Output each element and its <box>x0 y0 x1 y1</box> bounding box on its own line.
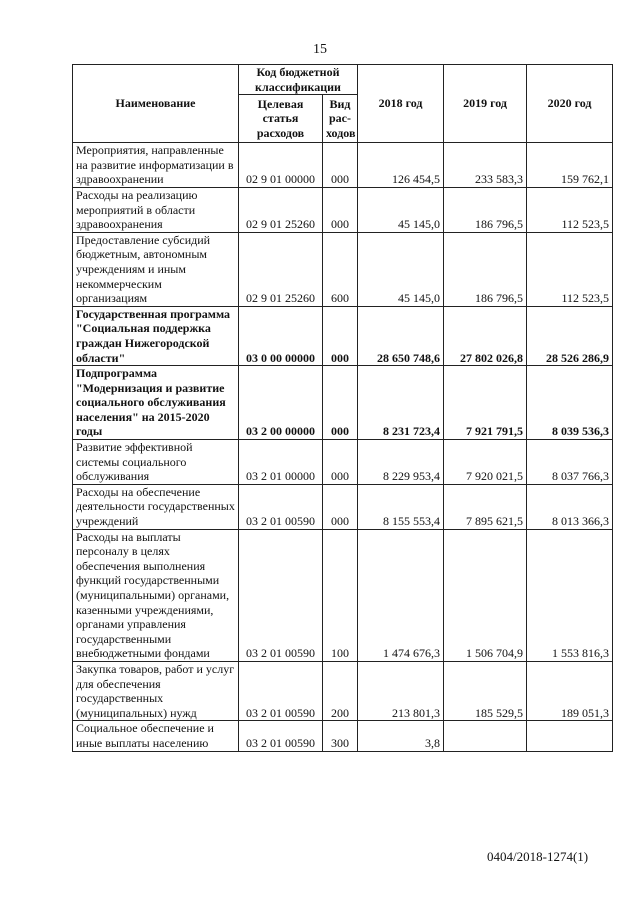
row-name: Развитие эффективной системы социального обслуживания <box>73 440 239 485</box>
row-target-code: 03 0 00 00000 <box>239 306 323 365</box>
row-kind-code: 000 <box>323 440 358 485</box>
row-target-code: 03 2 01 00590 <box>239 721 323 751</box>
row-value-2018: 213 801,3 <box>358 661 444 720</box>
header-kind: Вид рас-ходов <box>323 95 358 143</box>
table-row <box>73 440 613 485</box>
table-row <box>73 187 613 232</box>
row-target-code: 02 9 01 00000 <box>239 143 323 188</box>
row-value-2020: 159 762,1 <box>527 143 613 188</box>
row-value-2019: 7 895 621,5 <box>444 484 527 529</box>
row-value-2020: 189 051,3 <box>527 661 613 720</box>
row-target-code: 02 9 01 25260 <box>239 232 323 306</box>
row-kind-code: 000 <box>323 306 358 365</box>
header-code-group: Код бюджетной классификации <box>239 65 358 95</box>
header-2019: 2019 год <box>444 65 527 143</box>
header-target: Целевая статья расходов <box>239 95 323 143</box>
table-row <box>73 529 613 661</box>
row-value-2018: 3,8 <box>358 721 444 751</box>
row-kind-code: 200 <box>323 661 358 720</box>
row-name: Расходы на реализацию мероприятий в области здравоохранения <box>73 187 239 232</box>
row-value-2020: 112 523,5 <box>527 187 613 232</box>
row-kind-code: 100 <box>323 529 358 661</box>
table-row <box>73 143 613 188</box>
row-name: Мероприятия, направленные на развитие информатизации в здравоохранении <box>73 143 239 188</box>
row-target-code: 03 2 00 00000 <box>239 366 323 440</box>
row-target-code: 03 2 01 00590 <box>239 661 323 720</box>
row-target-code: 03 2 01 00590 <box>239 529 323 661</box>
row-name: Расходы на обеспечение деятельности государственных учреждений <box>73 484 239 529</box>
row-value-2018: 8 229 953,4 <box>358 440 444 485</box>
row-value-2019: 1 506 704,9 <box>444 529 527 661</box>
row-value-2019: 233 583,3 <box>444 143 527 188</box>
row-value-2020: 8 013 366,3 <box>527 484 613 529</box>
table-row <box>73 366 613 440</box>
table-row <box>73 721 613 751</box>
table-row <box>73 661 613 720</box>
row-value-2020: 8 039 536,3 <box>527 366 613 440</box>
row-value-2020: 28 526 286,9 <box>527 306 613 365</box>
row-value-2019: 7 920 021,5 <box>444 440 527 485</box>
row-name: Социальное обеспечение и иные выплаты населению <box>73 721 239 751</box>
row-value-2020: 8 037 766,3 <box>527 440 613 485</box>
row-name: Подпрограмма "Модернизация и развитие социального обслуживания населения" на 2015-2020 годы <box>73 366 239 440</box>
row-kind-code: 600 <box>323 232 358 306</box>
row-name: Государственная программа "Социальная поддержка граждан Нижегородской области" <box>73 306 239 365</box>
row-value-2018: 45 145,0 <box>358 232 444 306</box>
row-value-2018: 1 474 676,3 <box>358 529 444 661</box>
row-kind-code: 000 <box>323 366 358 440</box>
row-value-2020: 112 523,5 <box>527 232 613 306</box>
budget-table <box>72 64 613 752</box>
table-row <box>73 306 613 365</box>
row-name: Расходы на выплаты персоналу в целях обеспечения выполнения функций государственными (муниципальными) органами, казенными учреждениями, органами управления государственными внебюджетными фондами <box>73 529 239 661</box>
table-row <box>73 232 613 306</box>
row-value-2019: 186 796,5 <box>444 232 527 306</box>
row-kind-code: 000 <box>323 187 358 232</box>
row-value-2019: 27 802 026,8 <box>444 306 527 365</box>
row-value-2020: 1 553 816,3 <box>527 529 613 661</box>
row-kind-code: 300 <box>323 721 358 751</box>
header-2018: 2018 год <box>358 65 444 143</box>
row-value-2018: 28 650 748,6 <box>358 306 444 365</box>
row-value-2019: 186 796,5 <box>444 187 527 232</box>
row-value-2020 <box>527 721 613 751</box>
page-number: 15 <box>313 42 327 57</box>
row-value-2019: 7 921 791,5 <box>444 366 527 440</box>
table-row <box>73 484 613 529</box>
header-name: Наименование <box>73 65 239 143</box>
row-value-2019: 185 529,5 <box>444 661 527 720</box>
row-value-2018: 126 454,5 <box>358 143 444 188</box>
row-kind-code: 000 <box>323 143 358 188</box>
row-value-2019 <box>444 721 527 751</box>
row-value-2018: 45 145,0 <box>358 187 444 232</box>
row-name: Предоставление субсидий бюджетным, автономным учреждениям и иным некоммерческим организациям <box>73 232 239 306</box>
row-value-2018: 8 155 553,4 <box>358 484 444 529</box>
row-target-code: 03 2 01 00590 <box>239 484 323 529</box>
row-target-code: 02 9 01 25260 <box>239 187 323 232</box>
row-name: Закупка товаров, работ и услуг для обеспечения государственных (муниципальных) нужд <box>73 661 239 720</box>
header-2020: 2020 год <box>527 65 613 143</box>
row-target-code: 03 2 01 00000 <box>239 440 323 485</box>
row-kind-code: 000 <box>323 484 358 529</box>
document-code: 0404/2018-1274(1) <box>487 849 589 864</box>
row-value-2018: 8 231 723,4 <box>358 366 444 440</box>
